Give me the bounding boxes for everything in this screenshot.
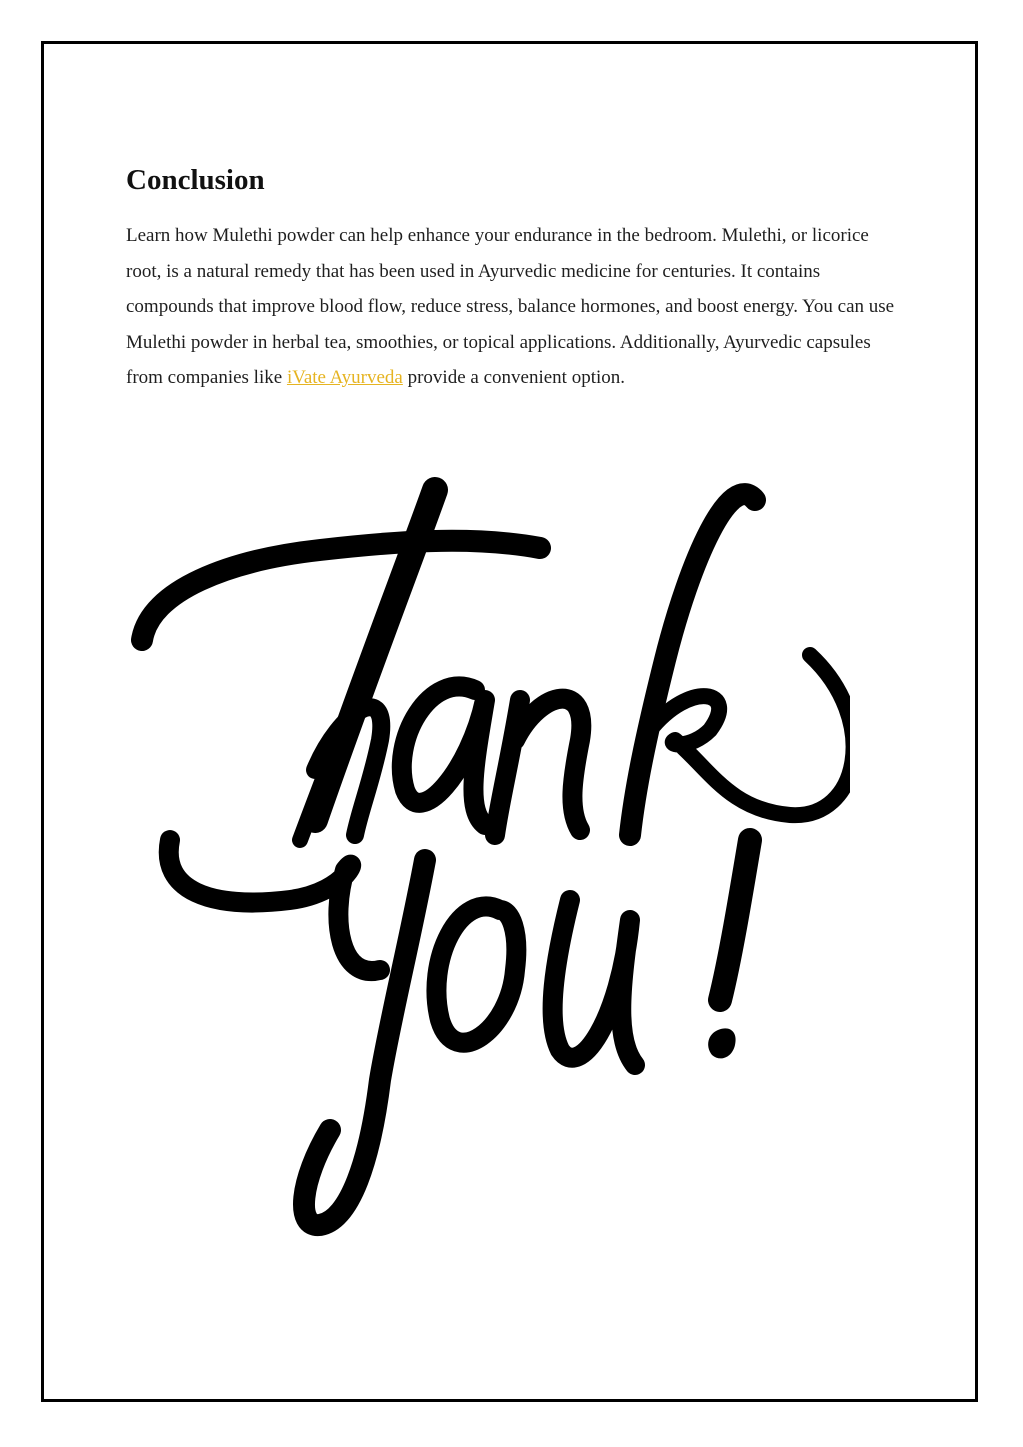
conclusion-section <box>126 162 906 396</box>
thank-you-lettering-icon <box>90 440 850 1240</box>
section-heading: Conclusion <box>126 164 265 196</box>
paragraph-text-before-link: Learn how Mulethi powder can help enhance your endurance in the bedroom. Mulethi, or licorice root, is a natural remedy that has been used in Ayurvedic medicine for centuries. It contains compounds that improve blood flow, reduce stress, balance hormones, and boost energy. You can use Mulethi powder in herbal tea, smoothies, or topical applications. Additionally, Ayurvedic capsules from companies like <box>126 225 895 389</box>
paragraph-text-after-link: provide a convenient option. <box>402 367 625 389</box>
ivate-ayurveda-link[interactable]: iVate Ayurveda <box>286 367 403 389</box>
thank-you-image <box>90 440 850 1240</box>
conclusion-paragraph <box>126 218 906 396</box>
